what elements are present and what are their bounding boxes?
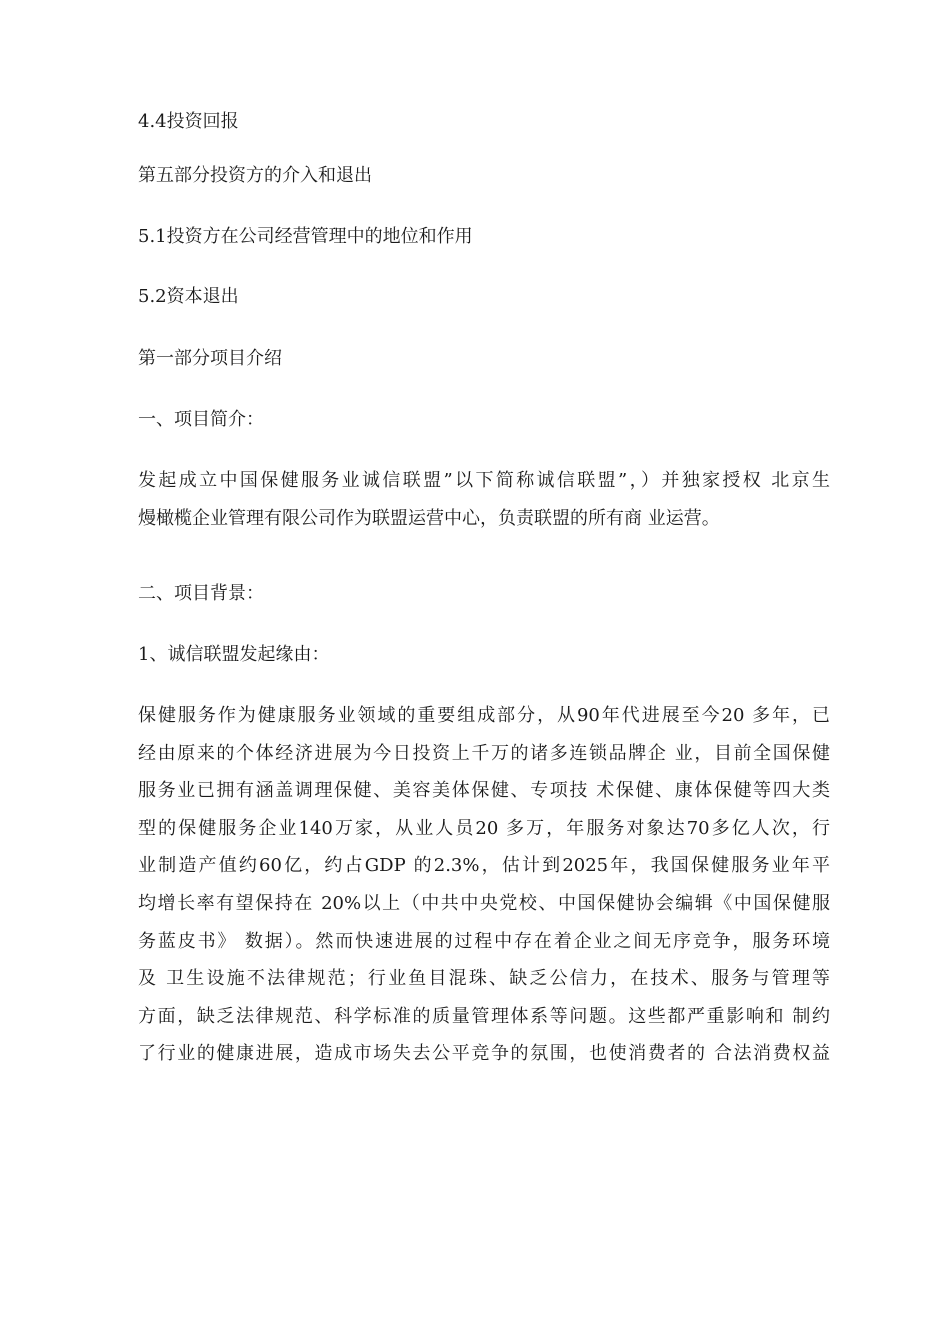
toc-item-5-2: 5.2资本退出 — [138, 286, 239, 307]
paragraph-line: 方面，缺乏法律规范、科学标准的质量管理体系等问题。这些都严重影响和 制约 — [138, 1005, 830, 1027]
paragraph-line: 保健服务作为健康服务业领域的重要组成部分，从90年代进展至今20 多年，已 — [138, 705, 830, 726]
part-title: 第一部分项目介绍 — [138, 348, 282, 369]
paragraph-line: 业制造产值约60亿，约占GDP 的2.3%，估计到2025年，我国保健服务业年平 — [138, 855, 830, 877]
paragraph-line: 务蓝皮书》 数据）。然而快速进展的过程中存在着企业之间无序竞争，服务环境 — [138, 930, 830, 952]
paragraph-line: 了行业的健康进展，造成市场失去公平竞争的氛围，也使消费者的 合法消费权益 — [138, 1043, 830, 1065]
section-project-intro-body — [138, 462, 830, 537]
paragraph-line: 及 卫生设施不法律规范；行业鱼目混珠、缺乏公信力，在技术、服务与管理等 — [138, 968, 830, 990]
toc-item-part-5: 第五部分投资方的介入和退出 — [138, 165, 372, 186]
subsection-heading-reason: 1、诚信联盟发起缘由： — [138, 644, 330, 665]
toc-item-5-1: 5.1投资方在公司经营管理中的地位和作用 — [138, 226, 473, 247]
section-background-body — [138, 697, 830, 1073]
toc-item-4-4: 4.4投资回报 — [138, 111, 239, 132]
paragraph-line: 型的保健服务企业140万家，从业人员20 多万，年服务对象达70多亿人次，行 — [138, 817, 830, 839]
paragraph-line: 均增长率有望保持在 20%以上（中共中央党校、中国保健协会编辑《中国保健服 — [138, 892, 830, 914]
section-heading-background: 二、项目背景： — [138, 583, 264, 604]
paragraph-line: 发起成立中国保健服务业诚信联盟”以下简称诚信联盟”，）并独家授权 北京生 — [138, 470, 830, 491]
section-heading-project-intro: 一、项目简介： — [138, 409, 264, 430]
paragraph-line: 经由原来的个体经济进展为今日投资上千万的诸多连锁品牌企 业，目前全国保健 — [138, 742, 830, 764]
paragraph-line: 服务业已拥有涵盖调理保健、美容美体保健、专项技 术保健、康体保健等四大类 — [138, 780, 830, 802]
paragraph-line: 熳橄榄企业管理有限公司作为联盟运营中心，负责联盟的所有商 业运营。 — [138, 507, 720, 529]
